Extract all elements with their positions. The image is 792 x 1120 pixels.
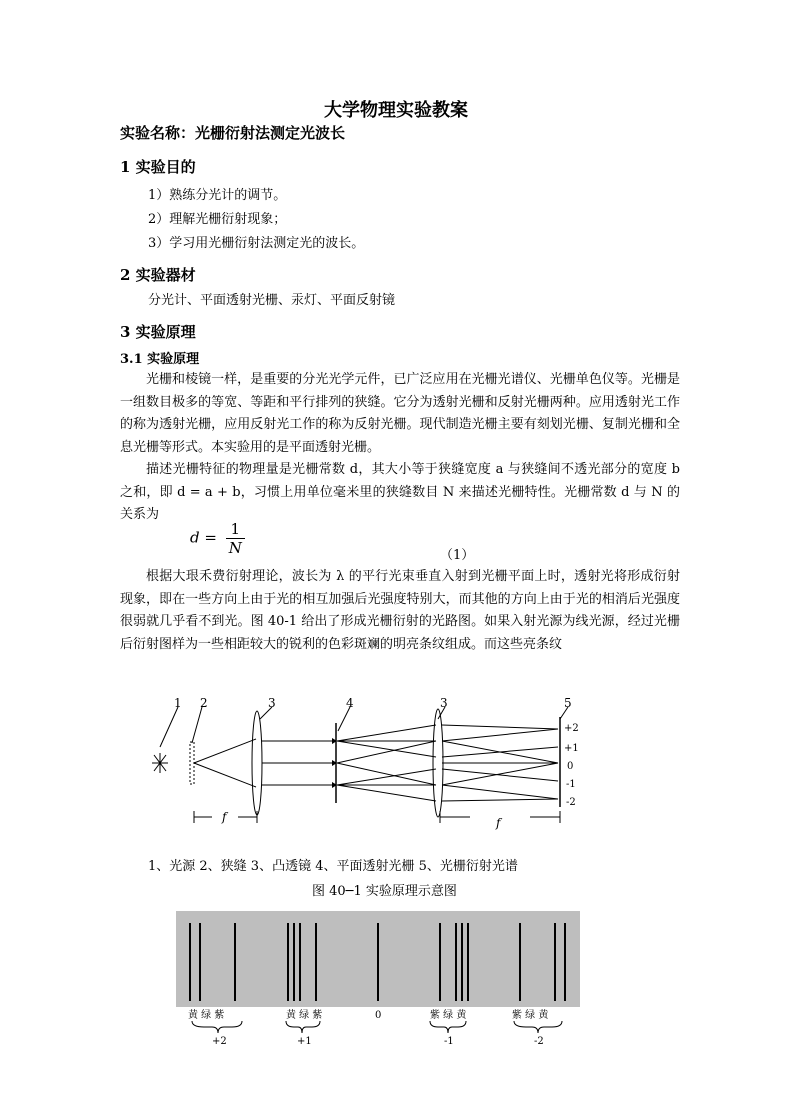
ray xyxy=(337,763,436,785)
spectrum-zero-label: 0 xyxy=(375,1010,382,1021)
equation-number: （1） xyxy=(440,548,475,563)
section-heading-purpose: 1 实验目的 xyxy=(120,158,196,176)
label-grating: 4 xyxy=(346,696,354,710)
formula-lhs: d = xyxy=(190,528,217,547)
formula-denominator: N xyxy=(228,539,242,557)
principle-text xyxy=(120,369,680,527)
figure-caption: 图 40─1 实验原理示意图 xyxy=(312,884,457,899)
focal-length-label: f xyxy=(496,816,501,830)
section-heading-principle: 3 实验原理 xyxy=(120,323,196,341)
formula-numerator: 1 xyxy=(226,520,245,539)
figure-legend: 1、光源 2、狭缝 3、凸透镜 4、平面透射光栅 5、光栅衍射光谱 xyxy=(148,859,518,874)
convex-lens-1 xyxy=(252,711,262,815)
order-label: 0 xyxy=(567,761,574,772)
principle-text-2 xyxy=(120,566,680,656)
spectrum-order-label: +1 xyxy=(297,1036,312,1047)
subsection-heading: 3.1 实验原理 xyxy=(120,352,200,367)
paragraph-grating-constant: 描述光栅特征的物理量是光栅常数 d，其大小等于狭缝宽度 a 与狭缝间不透光部分的宽度 b 之和，即 d = a + b，习惯上用单位毫米里的狭缝数目 N 来描述光栅特性。光栅常数 d 与 N 的关系为 xyxy=(120,462,680,522)
label-leader xyxy=(160,707,178,747)
section-heading-equipment: 2 实验器材 xyxy=(120,266,196,284)
label-lens: 3 xyxy=(268,696,276,710)
order-label: -2 xyxy=(566,797,576,808)
spectrum-color-labels: 黄 绿 紫 xyxy=(188,1010,225,1021)
label-light-source: 1 xyxy=(174,696,182,710)
formula-fraction xyxy=(226,520,245,557)
ray xyxy=(442,763,558,785)
experiment-name: 实验名称：光栅衍射法测定光波长 xyxy=(120,124,346,142)
purpose-item: 3）学习用光栅衍射法测定光的波长。 xyxy=(148,236,365,251)
purpose-item: 2）理解光栅衍射现象； xyxy=(148,212,287,227)
ray xyxy=(337,725,436,741)
ray xyxy=(442,799,558,801)
order-label: +1 xyxy=(564,743,579,754)
paragraph-grating-intro: 光栅和棱镜一样，是重要的分光光学元件，已广泛应用在光栅光谱仪、光栅单色仪等。光栅是一组数目极多的等宽、等距和平行排列的狭缝。它分为透射光栅和反射光栅两种。应用透射光工作的称为透射光栅，应用反射光工作的称为反射光栅。现代制造光栅主要有刻划光栅、复制光栅和全息光栅等形式。本实验用的是平面透射光栅。 xyxy=(120,372,680,455)
spectrum-order-label: -2 xyxy=(534,1036,544,1047)
convex-lens-2 xyxy=(433,709,443,817)
order-label: -1 xyxy=(566,779,576,790)
ray xyxy=(194,763,256,787)
light-source-icon xyxy=(152,753,168,773)
spectrum-order-label: -1 xyxy=(444,1036,454,1047)
ray xyxy=(442,785,558,799)
ray xyxy=(442,725,558,729)
label-leader xyxy=(338,707,350,731)
ray xyxy=(442,741,558,763)
diffraction-spectrum-diagram xyxy=(170,905,590,1050)
ray xyxy=(337,741,436,763)
equipment-list: 分光计、平面透射光栅、汞灯、平面反射镜 xyxy=(148,293,396,308)
ray xyxy=(337,785,436,801)
formula-d-equals-1-over-n xyxy=(190,520,245,557)
label-lens: 3 xyxy=(440,696,448,710)
label-spectrum: 5 xyxy=(564,696,572,710)
order-label: +2 xyxy=(564,723,579,734)
ray xyxy=(194,739,256,763)
label-leader xyxy=(192,707,202,743)
focal-length-label: f xyxy=(222,810,227,824)
slit xyxy=(190,742,194,784)
spectrum-order-label: +2 xyxy=(212,1036,227,1047)
spectrum-color-labels: 黄 绿 紫 xyxy=(286,1010,323,1021)
ray xyxy=(337,769,436,785)
purpose-item: 1）熟练分光计的调节。 xyxy=(148,188,287,203)
ray xyxy=(442,769,558,781)
paragraph-diffraction-theory: 根据大珢禾费衍射理论，波长为 λ 的平行光束垂直入射到光栅平面上时，透射光将形成衍射现象，即在一些方向上由于光的相互加强后光强度特别大，而其他的方向上由于光的相消后光强度很弱就几乎看不到光。图 40-1 给出了形成光栅衍射的光路图。如果入射光源为线光源，经过光栅后衍射图样为一些相距较大的锐利的色彩斑斓的明亮条纹组成。而这些亮条纹 xyxy=(120,569,680,652)
ray xyxy=(442,729,558,741)
ray xyxy=(337,741,436,757)
label-slit: 2 xyxy=(200,696,208,710)
spectrum-color-labels: 紫 绿 黄 xyxy=(512,1010,549,1021)
optical-path-diagram xyxy=(140,695,600,835)
page-title: 大学物理实验教案 xyxy=(324,100,468,121)
order-braces xyxy=(192,1021,562,1033)
spectrum-color-labels: 紫 绿 黄 xyxy=(430,1010,467,1021)
